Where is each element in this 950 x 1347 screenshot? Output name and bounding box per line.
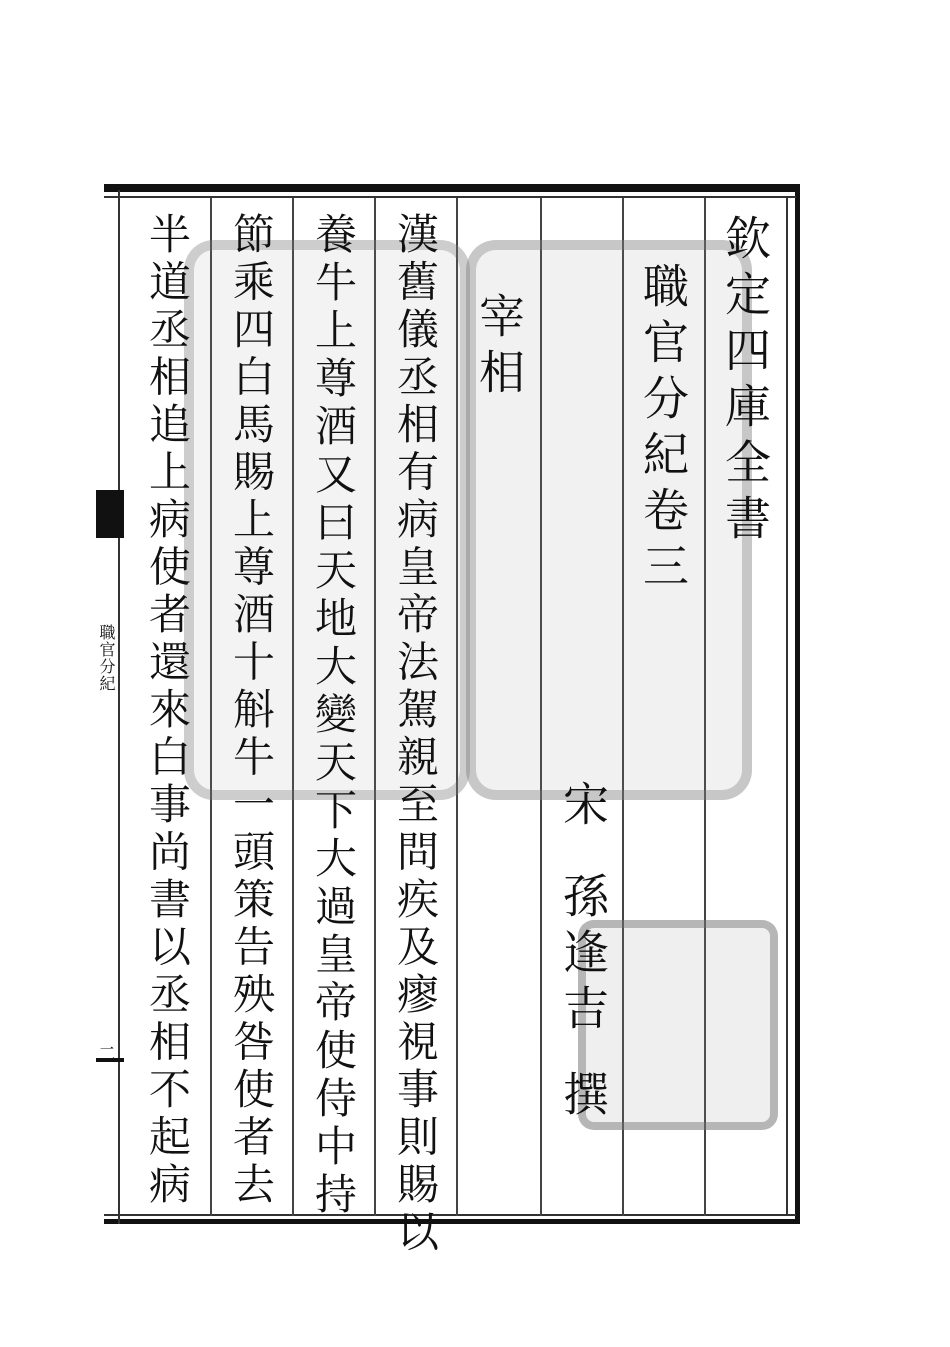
column-text-4: 半道丞相追上病使者還來白事尚書以丞相不起病: [143, 212, 192, 1210]
fishtail-mark: [96, 490, 124, 538]
column-author: 孫逢吉: [556, 872, 610, 1040]
column-section-heading: 宰相: [472, 292, 526, 404]
column-volume-title: 職官分紀卷三: [636, 262, 690, 598]
inner-bottom-rule: [104, 1214, 796, 1216]
column-text-1: 漢舊儀丞相有病皇帝法駕親至問疾及瘳視事則賜以: [391, 212, 440, 1257]
margin-strip: [60, 190, 122, 1224]
margin-book-title: 職官分紀: [97, 624, 116, 692]
column-library-title: 欽定四庫全書: [718, 214, 772, 550]
column-dynasty: 宋: [556, 780, 610, 836]
inner-top-rule: [104, 196, 796, 198]
column-text-2: 養牛上尊酒又曰天地大變天下大過皇帝使侍中持: [309, 212, 358, 1220]
column-text-3: 節乘四白馬賜上尊酒十斛牛一頭策告殃咎使者去: [227, 212, 276, 1210]
folio-number: 二: [98, 1044, 116, 1065]
inner-right-rule: [786, 196, 788, 1216]
column-compiled: 撰: [556, 1070, 610, 1126]
